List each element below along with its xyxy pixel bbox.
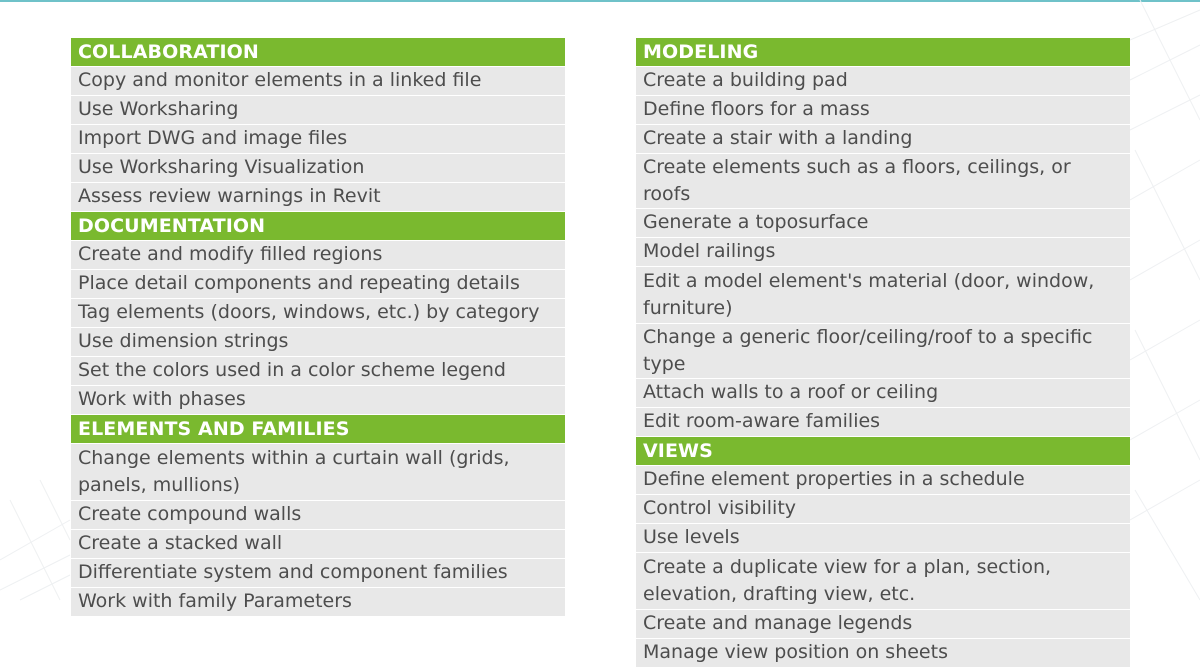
list-item: Define floors for a mass [636, 96, 1130, 124]
section-header-modeling: MODELING [636, 38, 1130, 66]
list-item: Edit a model element's material (door, window, furniture) [636, 267, 1130, 323]
list-item: Create a stacked wall [71, 530, 565, 558]
list-item: Change a generic floor/ceiling/roof to a specific type [636, 324, 1130, 378]
left-column [71, 38, 565, 617]
list-item: Use dimension strings [71, 328, 565, 356]
list-item: Create compound walls [71, 501, 565, 529]
list-item: Work with family Parameters [71, 588, 565, 616]
list-item: Use levels [636, 524, 1130, 552]
list-item: Create and modify filled regions [71, 241, 565, 269]
list-item: Edit room-aware families [636, 408, 1130, 436]
list-item: Model railings [636, 238, 1130, 266]
list-item: Copy and monitor elements in a linked file [71, 67, 565, 95]
list-item: Differentiate system and component families [71, 559, 565, 587]
list-item: Create a duplicate view for a plan, section, elevation, drafting view, etc. [636, 553, 1130, 609]
list-item: Create a stair with a landing [636, 125, 1130, 153]
list-item: Use Worksharing [71, 96, 565, 124]
list-item: Create a building pad [636, 67, 1130, 95]
list-item: Attach walls to a roof or ceiling [636, 379, 1130, 407]
list-item: Manage view position on sheets [636, 639, 1130, 667]
list-item: Tag elements (doors, windows, etc.) by category [71, 299, 565, 327]
list-item: Use Worksharing Visualization [71, 154, 565, 182]
section-header-documentation: DOCUMENTATION [71, 212, 565, 240]
section-header-elements-and-families: ELEMENTS AND FAMILIES [71, 415, 565, 443]
list-item: Import DWG and image files [71, 125, 565, 153]
list-item: Generate a toposurface [636, 209, 1130, 237]
section-header-views: VIEWS [636, 437, 1130, 465]
list-item: Assess review warnings in Revit [71, 183, 565, 211]
list-item: Control visibility [636, 495, 1130, 523]
list-item: Set the colors used in a color scheme legend [71, 357, 565, 385]
list-item: Define element properties in a schedule [636, 466, 1130, 494]
list-item: Create and manage legends [636, 610, 1130, 638]
list-item: Create elements such as a floors, ceilings, or roofs [636, 154, 1130, 208]
list-item: Place detail components and repeating details [71, 270, 565, 298]
section-header-collaboration: COLLABORATION [71, 38, 565, 66]
list-item: Work with phases [71, 386, 565, 414]
list-item: Change elements within a curtain wall (grids, panels, mullions) [71, 444, 565, 500]
right-column [636, 38, 1130, 668]
